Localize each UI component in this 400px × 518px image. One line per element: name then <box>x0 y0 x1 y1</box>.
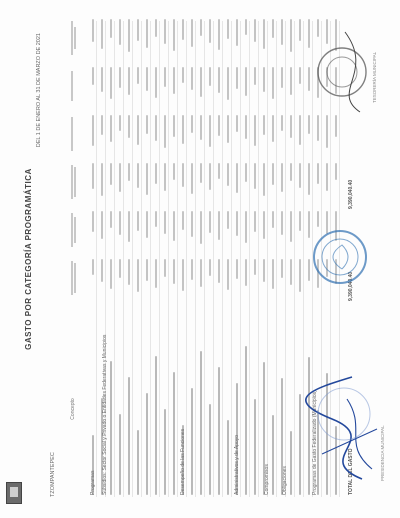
header-concept: Concepto <box>70 398 76 420</box>
table-cell-placeholder <box>119 211 121 235</box>
table-row-divider <box>195 21 196 497</box>
header-col-5 <box>70 65 74 107</box>
table-cell-placeholder <box>209 163 211 190</box>
concept-row-label: Compromisos <box>264 464 270 495</box>
table-cell-placeholder <box>110 211 112 228</box>
table-cell-placeholder <box>245 67 247 96</box>
table-cell-placeholder <box>173 211 175 241</box>
table-cell-placeholder <box>191 163 193 194</box>
concept-row-label: Programas <box>90 470 96 495</box>
table-cell-placeholder <box>272 19 274 38</box>
table-cell-placeholder <box>101 211 103 239</box>
table-cell-placeholder <box>254 115 256 146</box>
table-cell-placeholder <box>245 259 247 286</box>
table-cell-placeholder <box>155 211 157 227</box>
table-cell-placeholder <box>137 259 139 292</box>
table-cell-placeholder <box>227 163 229 186</box>
table-row-divider <box>258 21 259 497</box>
table-cell-placeholder <box>263 67 265 92</box>
stamp-caption-right: TESORERÍA MUNICIPAL <box>372 51 377 103</box>
table-cell-placeholder <box>146 115 148 134</box>
table-cell-placeholder <box>290 115 292 138</box>
table-cell-placeholder <box>218 211 220 240</box>
table-cell-placeholder <box>227 67 229 100</box>
table-cell-placeholder <box>128 115 130 138</box>
table-cell-placeholder <box>191 259 193 280</box>
concept-text-placeholder <box>209 404 211 495</box>
table-cell-placeholder <box>281 211 283 235</box>
table-cell-placeholder <box>137 67 139 84</box>
table-cell-placeholder <box>137 115 139 145</box>
official-stamp-center <box>310 227 370 287</box>
table-row-divider <box>150 21 151 497</box>
table-cell-placeholder <box>209 67 211 86</box>
table-cell-placeholder <box>92 211 94 232</box>
table-cell-placeholder <box>92 163 94 189</box>
table-cell-placeholder <box>290 19 292 52</box>
table-cell-placeholder <box>146 19 148 48</box>
table-cell-placeholder <box>155 259 157 288</box>
table-cell-placeholder <box>182 259 184 291</box>
table-cell-placeholder <box>308 115 310 134</box>
table-row-divider <box>141 21 142 497</box>
table-cell-placeholder <box>182 163 184 187</box>
concept-row-label: Programas de Gasto Federalizado (Municipios) <box>312 390 318 495</box>
table-row-divider <box>159 21 160 497</box>
table-cell-placeholder <box>119 163 121 192</box>
table-cell-placeholder <box>299 211 301 231</box>
table-cell-placeholder <box>110 163 112 185</box>
table-cell-placeholder <box>218 67 220 93</box>
table-cell-placeholder <box>326 163 328 191</box>
concept-text-placeholder <box>200 351 202 495</box>
total-amount: 9,390,040.40 <box>348 179 354 209</box>
concept-row-label: Subsidios: Sector Social y Privado o Entidades Federativas y Municipios <box>102 334 108 495</box>
table-cell-placeholder <box>119 67 121 88</box>
document-title: GASTO POR CATEGORÍA PROGRAMÁTICA <box>24 168 33 350</box>
table-cell-placeholder <box>299 163 301 188</box>
table-cell-placeholder <box>137 211 139 231</box>
table-cell-placeholder <box>227 19 229 39</box>
table-cell-placeholder <box>254 259 256 275</box>
table-cell-placeholder <box>290 67 292 95</box>
table-row-divider <box>132 21 133 497</box>
table-cell-placeholder <box>173 19 175 51</box>
table-cell-placeholder <box>272 115 274 142</box>
table-cell-placeholder <box>290 163 292 181</box>
table-row-divider <box>168 21 169 497</box>
table-cell-placeholder <box>209 211 211 233</box>
table-cell-placeholder <box>263 115 265 135</box>
table-cell-placeholder <box>182 115 184 144</box>
table-cell-placeholder <box>164 211 166 234</box>
concept-text-placeholder <box>191 388 193 495</box>
table-cell-placeholder <box>110 115 112 142</box>
table-cell-placeholder <box>146 211 148 238</box>
table-cell-placeholder <box>119 115 121 131</box>
table-cell-placeholder <box>191 19 193 47</box>
table-cell-placeholder <box>155 115 157 141</box>
table-cell-placeholder <box>299 259 301 292</box>
table-cell-placeholder <box>92 259 94 275</box>
table-cell-placeholder <box>182 67 184 83</box>
table-cell-placeholder <box>308 163 310 195</box>
table-cell-placeholder <box>245 163 247 182</box>
table-cell-placeholder <box>227 211 229 229</box>
table-row-divider <box>249 21 250 497</box>
table-cell-placeholder <box>173 67 175 94</box>
table-cell-placeholder <box>263 163 265 196</box>
table-cell-placeholder <box>128 163 130 181</box>
total-label: TOTAL DEL GASTO <box>348 448 354 495</box>
entity-name: TZOMPANTEPEC <box>50 452 56 497</box>
table-cell-placeholder <box>200 115 202 140</box>
table-row-divider <box>123 21 124 497</box>
table-cell-placeholder <box>272 211 274 228</box>
table-cell-placeholder <box>128 19 130 52</box>
table-cell-placeholder <box>263 211 265 239</box>
concept-text-placeholder <box>110 361 112 495</box>
table-cell-placeholder <box>119 259 121 278</box>
document-period: DEL 1 DE ENERO AL 31 DE MARZO DE 2021 <box>36 33 42 148</box>
table-cell-placeholder <box>164 259 166 277</box>
table-cell-placeholder <box>200 67 202 97</box>
treasury-stamp <box>310 27 380 117</box>
table-cell-placeholder <box>227 115 229 143</box>
table-cell-placeholder <box>227 259 229 290</box>
table-cell-placeholder <box>155 67 157 98</box>
table-cell-placeholder <box>191 67 193 90</box>
header-col-1 <box>70 257 77 299</box>
concept-row-label: Obligaciones <box>282 466 288 495</box>
table-cell-placeholder <box>245 211 247 243</box>
table-cell-placeholder <box>137 163 139 188</box>
table-cell-placeholder <box>146 259 148 281</box>
table-cell-placeholder <box>92 67 94 85</box>
table-cell-placeholder <box>218 19 220 50</box>
concept-row-label: Desempeño de las Funciones <box>180 428 186 495</box>
table-cell-placeholder <box>317 115 319 141</box>
table-cell-placeholder <box>128 259 130 285</box>
table-cell-placeholder <box>119 19 121 45</box>
table-cell-placeholder <box>335 163 337 180</box>
stamp-caption-left: PRESIDENCIA MUNICIPAL <box>380 425 385 481</box>
table-cell-placeholder <box>209 259 211 276</box>
concept-text-placeholder <box>155 356 157 495</box>
table-cell-placeholder <box>290 211 292 242</box>
table-row-divider <box>222 21 223 497</box>
table-cell-placeholder <box>164 67 166 87</box>
signature-scribble <box>292 369 388 489</box>
table-cell-placeholder <box>281 115 283 131</box>
table-row-divider <box>276 21 277 497</box>
table-cell-placeholder <box>299 67 301 84</box>
table-cell-placeholder <box>164 163 166 191</box>
table-cell-placeholder <box>236 211 238 236</box>
concept-text-placeholder <box>164 409 166 495</box>
table-cell-placeholder <box>272 259 274 289</box>
table-row-divider <box>114 21 115 497</box>
table-cell-placeholder <box>263 259 265 282</box>
concept-text-placeholder <box>128 377 130 495</box>
table-cell-placeholder <box>218 115 220 136</box>
table-cell-placeholder <box>218 163 220 179</box>
concept-text-placeholder <box>137 430 139 495</box>
table-cell-placeholder <box>191 211 193 237</box>
table-cell-placeholder <box>200 259 202 287</box>
table-row-divider <box>96 21 97 497</box>
table-row-divider <box>267 21 268 497</box>
official-stamp <box>310 227 370 287</box>
table-cell-placeholder <box>290 259 292 285</box>
table-cell-placeholder <box>164 115 166 148</box>
table-row-divider <box>213 21 214 497</box>
table-cell-placeholder <box>101 115 103 135</box>
header-col-4 <box>70 113 74 155</box>
table-cell-placeholder <box>236 19 238 46</box>
table-row-divider <box>240 21 241 497</box>
table-cell-placeholder <box>173 259 175 284</box>
table-cell-placeholder <box>110 19 112 38</box>
header-col-2 <box>70 209 77 251</box>
table-cell-placeholder <box>101 19 103 49</box>
concept-text-placeholder <box>272 415 274 495</box>
table-cell-placeholder <box>128 67 130 95</box>
table-cell-placeholder <box>272 163 274 185</box>
signature-block-left <box>292 369 388 489</box>
signature-block-right <box>310 27 380 117</box>
concept-text-placeholder <box>218 367 220 495</box>
table-cell-placeholder <box>236 259 238 279</box>
table-cell-placeholder <box>335 115 337 137</box>
concept-text-placeholder <box>254 399 256 495</box>
total-amount: 9,390,040.40 <box>348 271 354 301</box>
table-cell-placeholder <box>236 67 238 89</box>
table-cell-placeholder <box>128 211 130 242</box>
table-cell-placeholder <box>254 67 256 85</box>
table-cell-placeholder <box>173 115 175 137</box>
table-cell-placeholder <box>173 163 175 180</box>
table-cell-placeholder <box>272 67 274 99</box>
concept-row-label: Administrativos y de Apoyo <box>234 434 240 495</box>
table-row-divider <box>285 21 286 497</box>
table-cell-placeholder <box>101 67 103 92</box>
table-cell-placeholder <box>146 163 148 195</box>
table-row-divider <box>177 21 178 497</box>
table-row-divider <box>231 21 232 497</box>
table-cell-placeholder <box>254 163 256 189</box>
table-cell-placeholder <box>254 211 256 232</box>
table-cell-placeholder <box>200 211 202 244</box>
table-cell-placeholder <box>101 163 103 196</box>
table-cell-placeholder <box>209 19 211 43</box>
table-cell-placeholder <box>299 115 301 145</box>
table-cell-placeholder <box>146 67 148 91</box>
table-cell-placeholder <box>218 259 220 283</box>
concept-text-placeholder <box>227 420 229 495</box>
table-cell-placeholder <box>110 67 112 99</box>
table-cell-placeholder <box>200 19 202 36</box>
concept-text-placeholder <box>173 372 175 495</box>
concept-text-placeholder <box>245 346 247 495</box>
table-row-divider <box>186 21 187 497</box>
table-cell-placeholder <box>281 259 283 278</box>
table-cell-placeholder <box>200 163 202 183</box>
table-cell-placeholder <box>236 115 238 132</box>
table-cell-placeholder <box>317 163 319 184</box>
table-cell-placeholder <box>92 115 94 146</box>
header-col-6 <box>70 17 77 59</box>
document-sheet <box>10 9 390 509</box>
table-cell-placeholder <box>263 19 265 49</box>
concept-text-placeholder <box>146 393 148 495</box>
table-cell-placeholder <box>299 19 301 41</box>
table-cell-placeholder <box>317 211 319 227</box>
header-col-3 <box>70 161 77 203</box>
table-cell-placeholder <box>245 115 247 139</box>
table-row-divider <box>204 21 205 497</box>
table-cell-placeholder <box>110 259 112 289</box>
table-cell-placeholder <box>164 19 166 44</box>
table-cell-placeholder <box>236 163 238 193</box>
table-cell-placeholder <box>137 19 139 41</box>
table-cell-placeholder <box>191 115 193 133</box>
table-cell-placeholder <box>281 19 283 45</box>
table-cell-placeholder <box>101 259 103 282</box>
table-cell-placeholder <box>326 115 328 148</box>
table-cell-placeholder <box>182 19 184 40</box>
table-cell-placeholder <box>245 19 247 35</box>
table-cell-placeholder <box>155 163 157 184</box>
table-cell-placeholder <box>281 163 283 192</box>
table-cell-placeholder <box>281 67 283 88</box>
table-cell-placeholder <box>155 19 157 37</box>
table-cell-placeholder <box>209 115 211 147</box>
table-cell-placeholder <box>92 19 94 42</box>
table-cell-placeholder <box>254 19 256 42</box>
concept-text-placeholder <box>119 414 121 495</box>
table-cell-placeholder <box>182 211 184 230</box>
